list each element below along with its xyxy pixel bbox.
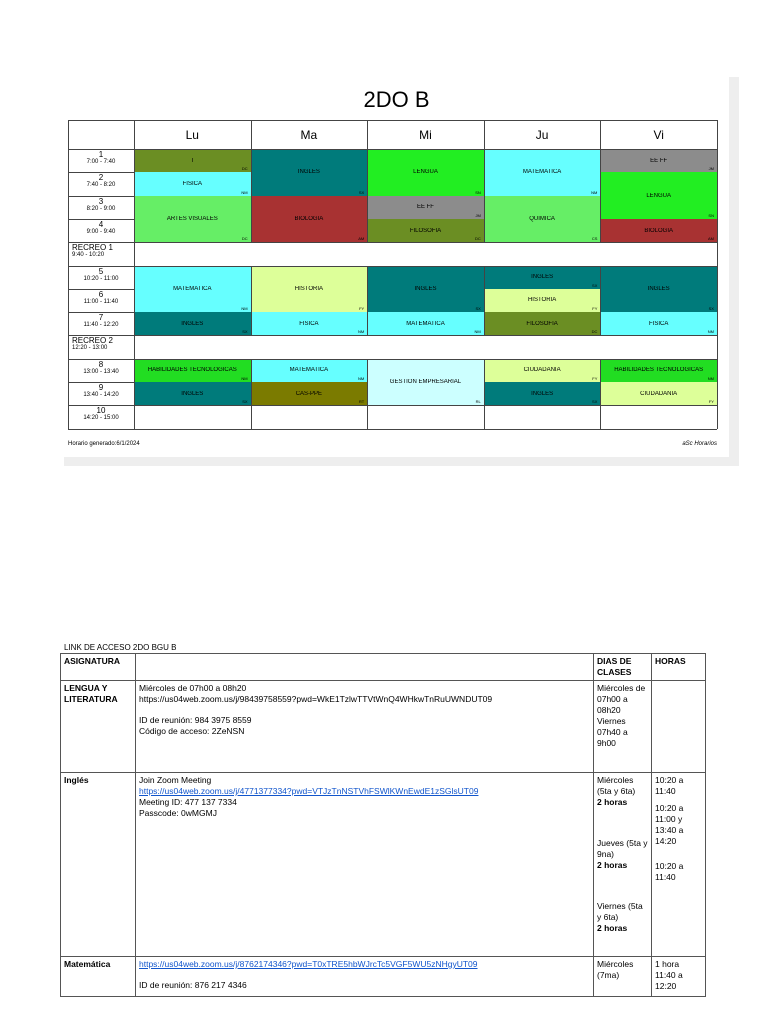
teacher-code: SX — [592, 399, 598, 405]
teacher-code: NM — [241, 375, 248, 381]
period-number: 2 — [98, 173, 104, 183]
class-name: INGLES — [297, 169, 320, 176]
period-label — [68, 291, 134, 305]
teacher-code: FY — [592, 375, 598, 381]
class-name: HABILIDADES TECNOLOGICAS — [614, 367, 704, 374]
hours-cell — [652, 773, 706, 957]
class-name: MATEMATICA — [406, 320, 445, 327]
class-name: EE FF — [416, 204, 434, 211]
teacher-code: SX — [242, 399, 248, 405]
grid-line — [367, 120, 368, 242]
class-name: QUIMICA — [529, 215, 555, 222]
grid-line — [68, 196, 134, 197]
class-name: FISICA — [649, 320, 669, 327]
teacher-code: SX — [708, 306, 714, 312]
period-time: 9:40 - 10:20 — [72, 252, 105, 259]
class-cell — [134, 149, 251, 172]
class-name: EE FF — [650, 157, 668, 164]
teacher-code: SN — [708, 212, 714, 218]
details-cell — [136, 681, 594, 773]
grid-line — [68, 289, 134, 290]
class-name: HABILIDADES TECNOLOGICAS — [147, 367, 237, 374]
grid-line — [68, 359, 717, 360]
period-label — [68, 174, 134, 188]
schedule-image — [64, 77, 739, 466]
days-cell — [594, 773, 652, 957]
grid-line — [68, 266, 717, 267]
days-cell: Miércoles (7ma) — [594, 957, 652, 997]
class-name: FILOSOFIA — [526, 320, 558, 327]
period-time: 8:20 - 9:00 — [86, 205, 116, 212]
day-entry-hours: 2 horas — [597, 860, 628, 871]
days-cell: Miércoles de 07h00 a 08h20 Viernes 07h40 a 9h00 — [594, 681, 652, 773]
zoom-link[interactable]: https://us04web.zoom.us/j/8762174346?pwd=T0xTRE5hbWJrcTc5VGF5WU5zNHgyUT09 — [139, 959, 478, 970]
teacher-code: SX — [592, 282, 598, 288]
class-cell — [484, 359, 601, 382]
class-name: INGLES — [181, 390, 204, 397]
class-name: MATEMATICA — [289, 367, 329, 374]
class-cell — [367, 219, 484, 242]
class-cell — [484, 312, 601, 335]
links-table — [60, 653, 706, 997]
schedule-generated-note: Horario generado:6/1/2024 — [68, 441, 140, 447]
class-cell — [134, 359, 251, 382]
class-cell — [367, 266, 484, 313]
period-number: 5 — [98, 266, 104, 276]
class-name: GESTION EMPRESARIAL — [389, 378, 462, 385]
period-label — [68, 407, 134, 421]
class-cell — [134, 266, 251, 313]
grid-line — [717, 120, 718, 429]
teacher-code: JM — [475, 212, 481, 218]
class-cell — [600, 219, 717, 242]
day-header: Lu — [185, 128, 199, 142]
class-name: MATEMATICA — [173, 285, 212, 292]
day-header: Mi — [419, 128, 432, 142]
grid-line — [484, 266, 485, 336]
class-cell — [600, 149, 717, 172]
teacher-code: DC — [591, 329, 598, 335]
details-cell — [136, 773, 594, 957]
grid-line — [68, 242, 717, 243]
class-cell — [251, 312, 368, 335]
class-name: BIOLOGIA — [294, 215, 324, 222]
teacher-code: NM — [707, 375, 714, 381]
day-entry-hours: 2 horas — [597, 923, 628, 934]
teacher-code: DC — [241, 236, 248, 242]
grid-line — [367, 359, 368, 429]
class-name: LENGUA — [646, 192, 672, 199]
teacher-code: SN — [475, 189, 481, 195]
day-entry: Jueves (5ta y 9na) — [597, 838, 648, 860]
class-cell — [367, 359, 484, 406]
class-cell — [134, 382, 251, 405]
teacher-code: NM — [357, 375, 365, 381]
grid-line — [68, 172, 134, 173]
grid-line — [68, 219, 134, 220]
class-name: INGLES — [647, 285, 670, 292]
grid-line — [484, 359, 485, 429]
class-name: T — [190, 157, 195, 164]
teacher-code: AM — [707, 236, 714, 242]
period-number: 1 — [98, 150, 104, 159]
zoom-link[interactable]: https://us04web.zoom.us/j/4771377334?pwd=VTJzTnNSTVhFSWlKWnEwdE1zSGlsUT09 — [139, 786, 479, 797]
class-name: FISICA — [182, 180, 202, 187]
class-cell — [367, 149, 484, 196]
teacher-code: AM — [358, 236, 365, 242]
teacher-code: RL — [475, 399, 481, 405]
period-number: 3 — [98, 196, 104, 206]
grid-line — [251, 359, 252, 429]
teacher-code: NM — [591, 189, 598, 195]
schedule-sheet — [64, 77, 729, 457]
period-label — [68, 221, 134, 235]
links-caption: LINK DE ACCESO 2DO BGU B — [64, 643, 177, 652]
class-cell — [251, 359, 368, 382]
period-time: 10:20 - 11:00 — [83, 275, 119, 282]
grid-line — [68, 429, 717, 430]
grid-line — [68, 312, 134, 313]
class-cell — [251, 266, 368, 313]
grid-line — [68, 149, 717, 150]
teacher-code: JM — [708, 166, 714, 172]
meeting-id: ID de reunión: 876 217 4346 — [139, 980, 247, 991]
period-number: 6 — [98, 289, 104, 299]
grid-line — [600, 266, 601, 336]
day-header: Ju — [535, 128, 549, 142]
header-details — [136, 654, 594, 681]
hour-entry: 10:20 a 11:00 y 13:40 a 14:20 — [655, 803, 684, 847]
class-name: LENGUA — [413, 169, 438, 176]
subject-cell: Matemática — [61, 957, 136, 997]
period-number: 8 — [98, 359, 104, 369]
period-label — [72, 337, 192, 351]
teacher-code: NM — [474, 329, 481, 335]
class-name: INGLES — [414, 285, 437, 292]
period-number: 4 — [98, 219, 104, 229]
period-time: 7:00 - 7:40 — [86, 159, 116, 165]
join-label: Join Zoom Meeting — [139, 775, 212, 786]
class-cell — [134, 312, 251, 335]
access-code: Passcode: 0wMGMJ — [139, 808, 217, 819]
class-name: CIUDADANIA — [640, 390, 678, 397]
class-name: FISICA — [299, 320, 319, 327]
period-label — [68, 151, 134, 165]
period-number: RECREO 1 — [72, 243, 113, 253]
teacher-code: CS — [591, 236, 598, 242]
period-time: 7:40 - 8:20 — [86, 182, 116, 189]
period-time: 11:00 - 11:40 — [83, 298, 119, 305]
teacher-code: NM — [241, 306, 248, 312]
class-name: MATEMATICA — [522, 169, 562, 176]
class-cell — [484, 382, 601, 405]
teacher-code: SX — [242, 329, 248, 335]
class-name: ARTES VISUALES — [166, 215, 218, 222]
class-cell — [600, 266, 717, 313]
day-header: Ma — [300, 128, 318, 142]
class-name: CIUDADANIA — [523, 367, 561, 374]
class-cell — [134, 172, 251, 195]
table-row — [61, 681, 706, 773]
period-number: RECREO 2 — [72, 336, 113, 346]
class-name: INGLES — [531, 274, 554, 281]
class-name: HISTORIA — [294, 285, 323, 292]
class-cell — [484, 289, 601, 312]
day-entry: Viernes (5ta y 6ta) — [597, 901, 643, 923]
class-cell — [484, 266, 601, 289]
class-name: HISTORIA — [527, 297, 557, 304]
zoom-link[interactable]: https://us04web.zoom.us/j/98439758559?pwd=WkE1TzlwTTVtWnQ4WHkwTnRuUWNDUT09 — [139, 694, 493, 705]
grid-line — [68, 120, 717, 121]
hours-cell — [652, 681, 706, 773]
schedule-software-credit: aSc Horarios — [682, 441, 717, 447]
period-time: 9:00 - 9:40 — [86, 228, 116, 235]
hours-cell: 1 hora 11:40 a 12:20 — [652, 957, 706, 997]
period-number: 10 — [96, 406, 106, 416]
period-label — [68, 314, 134, 328]
teacher-code: DC — [475, 236, 481, 242]
period-time: 12:20 - 13:00 — [72, 345, 108, 352]
class-cell — [251, 196, 368, 243]
teacher-code: NM — [241, 189, 248, 195]
table-header-row — [61, 654, 706, 681]
day-header: Vi — [653, 128, 664, 142]
class-cell — [367, 312, 484, 335]
period-number: 9 — [98, 383, 104, 392]
class-cell — [600, 359, 717, 382]
class-cell — [484, 196, 601, 243]
teacher-code: FY — [592, 306, 598, 312]
schedule-grid — [68, 120, 717, 439]
class-name: INGLES — [181, 320, 204, 327]
period-time: 11:40 - 12:20 — [83, 322, 119, 329]
table-row — [61, 773, 706, 957]
period-number: 7 — [98, 313, 104, 323]
period-time: 13:40 - 14:20 — [83, 392, 119, 398]
details-cell — [136, 957, 594, 997]
class-cell — [600, 312, 717, 335]
class-cell — [251, 382, 368, 405]
teacher-code: SX — [358, 189, 365, 195]
access-code: Código de acceso: 2ZeNSN — [139, 726, 245, 737]
grid-line — [600, 359, 601, 429]
meeting-id: Meeting ID: 477 137 7334 — [139, 797, 237, 808]
class-cell — [600, 382, 717, 405]
period-label — [68, 268, 134, 282]
class-cell — [600, 172, 717, 219]
grid-line — [251, 120, 252, 242]
class-name: FILOSOFIA — [409, 227, 442, 234]
class-cell — [484, 149, 601, 196]
header-hours: HORAS — [652, 654, 706, 681]
schedule-title: 2DO B — [363, 87, 430, 112]
grid-line — [68, 120, 69, 429]
hour-entry: 10:20 a 11:40 — [655, 775, 684, 797]
grid-line — [68, 382, 134, 383]
class-cell — [251, 149, 368, 196]
grid-line — [251, 266, 252, 336]
grid-line — [134, 120, 135, 429]
hour-entry: 10:20 a 11:40 — [655, 861, 684, 883]
class-name: BIOLOGIA — [644, 227, 674, 234]
table-row — [61, 957, 706, 997]
period-label — [68, 198, 134, 212]
teacher-code: RT — [358, 399, 365, 405]
grid-line — [68, 335, 717, 336]
class-cell — [134, 196, 251, 243]
teacher-code: NM — [707, 329, 714, 335]
header-days: DIAS DE CLASES — [594, 654, 652, 681]
meeting-id: ID de reunión: 984 3975 8559 — [139, 715, 252, 726]
subject-cell: Inglés — [61, 773, 136, 957]
class-name: CAS-PPE — [295, 390, 323, 397]
period-label — [72, 244, 192, 258]
teacher-code: NM — [357, 329, 365, 335]
class-cell — [367, 196, 484, 219]
grid-line — [367, 266, 368, 336]
grid-line — [600, 120, 601, 242]
subject-cell: LENGUA Y LITERATURA — [61, 681, 136, 773]
class-name: INGLES — [531, 390, 554, 397]
grid-line — [484, 120, 485, 242]
teacher-code: DC — [241, 166, 248, 172]
teacher-code: FY — [359, 306, 365, 312]
period-time: 13:00 - 13:40 — [83, 368, 119, 375]
teacher-code: SX — [475, 306, 481, 312]
period-label — [68, 361, 134, 375]
header-subject: ASIGNATURA — [61, 654, 136, 681]
schedule-note: Miércoles de 07h00 a 08h20 — [139, 683, 247, 694]
day-entry-hours: 2 horas — [597, 797, 628, 808]
period-label — [68, 384, 134, 398]
grid-line — [68, 405, 717, 406]
period-time: 14:20 - 15:00 — [83, 415, 119, 422]
teacher-code: FY — [708, 399, 714, 405]
day-entry: Miércoles (5ta y 6ta) — [597, 775, 636, 797]
